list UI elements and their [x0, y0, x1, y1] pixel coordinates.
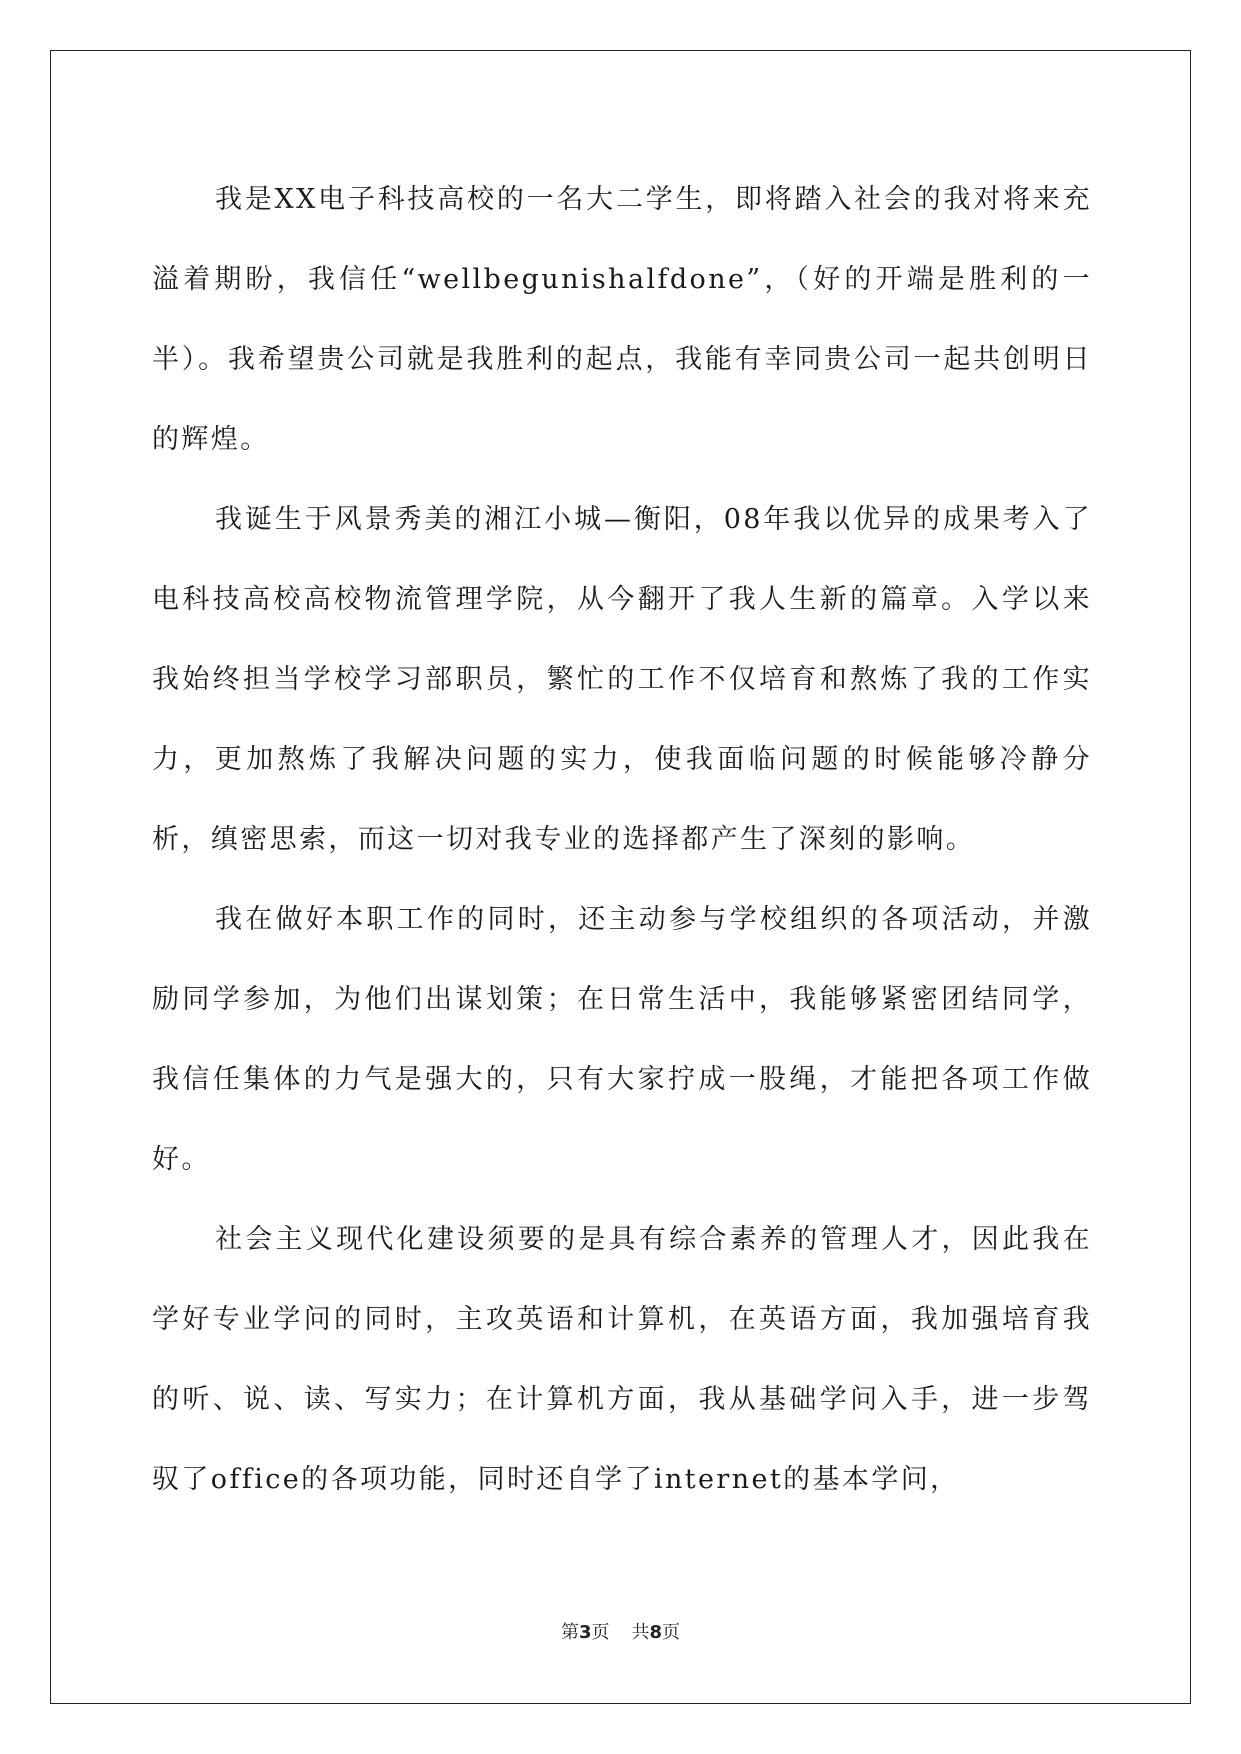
document-body: [152, 160, 1092, 1520]
page-suffix: 页: [591, 1622, 610, 1643]
total-page-number: 8: [649, 1622, 663, 1643]
page-footer: [0, 1618, 1241, 1644]
paragraph: 我是XX电子科技高校的一名大二学生，即将踏入社会的我对将来充溢着期盼，我信任“wellbegunishalfdone”，（好的开端是胜利的一半）。我希望贵公司就是我胜利的起点，我能有幸同贵公司一起共创明日的辉煌。: [152, 184, 1092, 455]
total-suffix: 页: [662, 1622, 681, 1643]
page-prefix: 第: [560, 1622, 579, 1643]
current-page-number: 3: [578, 1622, 592, 1643]
total-prefix: 共: [631, 1622, 650, 1643]
paragraph: 我在做好本职工作的同时，还主动参与学校组织的各项活动，并激励同学参加，为他们出谋划策；在日常生活中，我能够紧密团结同学，我信任集体的力气是强大的，只有大家拧成一股绳，才能把各项工作做好。: [152, 904, 1092, 1175]
paragraph: 我诞生于风景秀美的湘江小城—衡阳，08年我以优异的成果考入了电科技高校高校物流管理学院，从今翻开了我人生新的篇章。入学以来我始终担当学校学习部职员，繁忙的工作不仅培育和熬炼了我的工作实力，更加熬炼了我解决问题的实力，使我面临问题的时候能够冷静分析，缜密思索，而这一切对我专业的选择都产生了深刻的影响。: [152, 504, 1092, 855]
paragraph: 社会主义现代化建设须要的是具有综合素养的管理人才，因此我在学好专业学问的同时，主攻英语和计算机，在英语方面，我加强培育我的听、说、读、写实力；在计算机方面，我从基础学问入手，进一步驾驭了office的各项功能，同时还自学了internet的基本学问，: [152, 1224, 1092, 1495]
